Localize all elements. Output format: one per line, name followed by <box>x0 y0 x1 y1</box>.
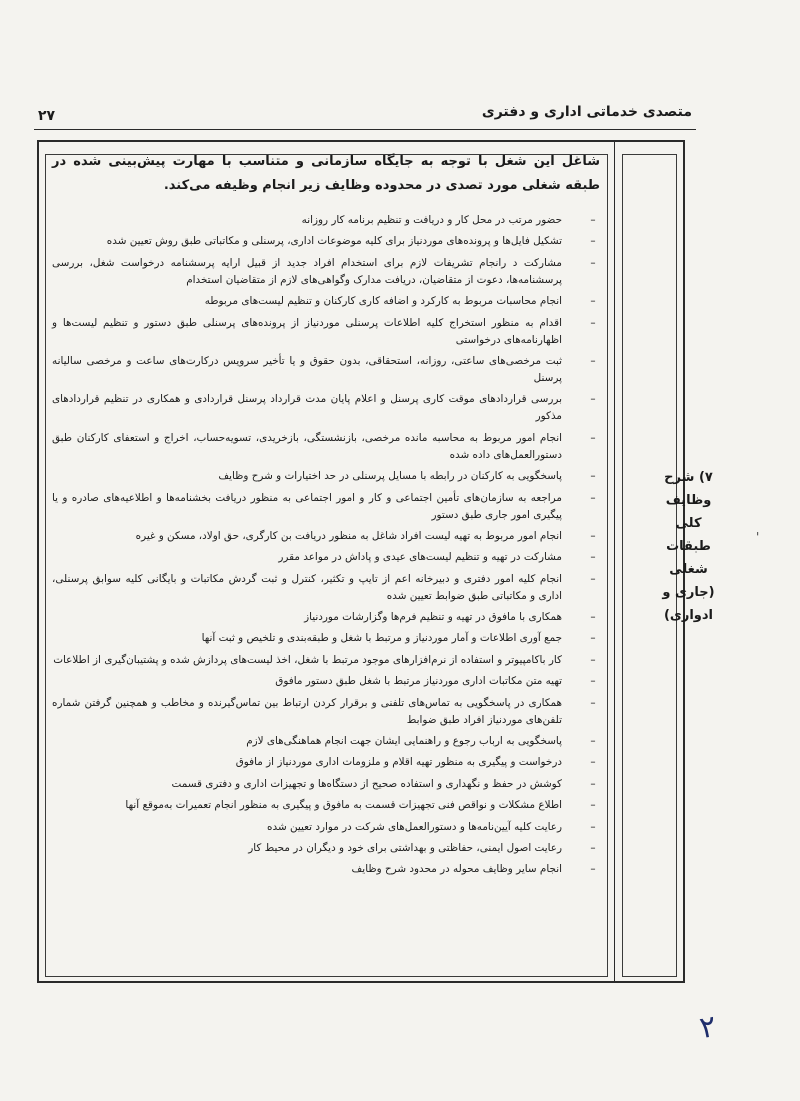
duty-text: همکاری در پاسخگویی به تماس‌های تلفنی و برقرار کردن ارتباط بین تماس‌گیرنده و مخاطب و همچنین گرفتن شماره تلفن‌های موردنیاز افراد طبق ضوابط <box>52 696 562 726</box>
dash-bullet: – <box>590 756 596 769</box>
duty-text: مراجعه به سازمان‌های تأمین اجتماعی و کار و امور اجتماعی به منظور دریافت بخشنامه‌ها و اطلاعیه‌های صادره و یا پیگیری امور جاری طبق دستور <box>52 491 562 521</box>
duty-text: تهیه متن مکاتبات اداری موردنیاز مرتبط با شغل طبق دستور مافوق <box>275 675 562 688</box>
duty-item <box>52 468 600 485</box>
section-label-line: کلی <box>675 516 702 531</box>
duty-item <box>52 861 600 878</box>
duties-list <box>52 212 600 878</box>
duty-text: جمع آوری اطلاعات و آمار موردنیاز و مرتبط با شغل و طبقه‌بندی و تلخیص و ثبت آنها <box>201 632 562 645</box>
duty-item <box>52 630 600 647</box>
duty-text: مشارکت در تهیه و تنظیم لیست‌های عیدی و پاداش در مواعد مقرر <box>278 551 562 564</box>
duty-text: انجام محاسبات مربوط به کارکرد و اضافه کاری کارکنان و تنظیم لیست‌های مربوطه <box>204 295 562 308</box>
dash-bullet: – <box>590 777 596 790</box>
duty-text: تشکیل فایل‌ها و پرونده‌های موردنیاز برای کلیه موضوعات اداری، پرسنلی و مکاتباتی طبق روش تعیین شده <box>106 235 562 248</box>
duty-item <box>52 819 600 836</box>
dash-bullet: – <box>590 529 596 542</box>
duty-item <box>52 695 600 729</box>
dash-bullet: – <box>590 572 596 585</box>
section-label <box>583 466 794 627</box>
duty-item <box>52 212 600 229</box>
header-rule <box>34 129 696 130</box>
section-label-line: ادواری) <box>663 608 713 623</box>
duty-text: پاسخگویی به کارکنان در رابطه با مسایل پرسنلی در حد اختیارات و شرح وظایف <box>218 470 562 483</box>
duty-text: انجام سایر وظایف محوله در محدود شرح وظایف <box>351 863 562 876</box>
dash-bullet: – <box>590 632 596 645</box>
dash-bullet: – <box>590 316 596 329</box>
duty-text: انجام امور مربوط به تهیه لیست افراد شاغل به منظور دریافت بن کارگری، حق اولاد، مسکن و غیره <box>135 529 562 542</box>
duty-item <box>52 609 600 626</box>
dash-bullet: – <box>590 799 596 812</box>
duty-text: بررسی قراردادهای موقت کاری پرسنل و اعلام پایان مدت قرارداد پرسنل قراردادی و همکاری در تنظیم قراردادهای مذکور <box>52 393 562 423</box>
dash-bullet: – <box>590 820 596 833</box>
dash-bullet: – <box>590 491 596 504</box>
duty-item <box>52 797 600 814</box>
dash-bullet: – <box>590 354 596 367</box>
dash-bullet: – <box>590 470 596 483</box>
page-number: ۲۷ <box>38 108 56 124</box>
dash-bullet: – <box>590 431 596 444</box>
duty-item <box>52 293 600 310</box>
duty-text: درخواست و پیگیری به منظور تهیه اقلام و ملزومات اداری موردنیاز از مافوق <box>235 756 562 769</box>
duty-text: رعایت کلیه آیین‌نامه‌ها و دستورالعمل‌های شرکت در موارد تعیین شده <box>267 820 562 833</box>
section-label-line: وظایف <box>665 493 712 508</box>
intro-paragraph: شاغل این شغل با توجه به جایگاه سازمانی و متناسب با مهارت پیش‌بینی شده در طبقه شغلی مورد تصدی در محدوده وظایف زیر انجام وظیفه می‌کند. <box>52 154 600 193</box>
duty-item <box>52 315 600 349</box>
dash-bullet: – <box>590 863 596 876</box>
dash-bullet: – <box>590 841 596 854</box>
dash-bullet: – <box>590 235 596 248</box>
dash-bullet: – <box>590 653 596 666</box>
duty-text: اقدام به منظور استخراج کلیه اطلاعات پرسنلی موردنیاز از پرونده‌های پرسنلی طبق دستور و تنظیم لیست‌ها و اظهارنامه‌های درخواستی <box>52 316 562 346</box>
dash-bullet: – <box>590 675 596 688</box>
duties-content <box>52 150 600 883</box>
duty-item <box>52 430 600 464</box>
section-label-line: (جاری و <box>662 585 715 600</box>
duty-item <box>52 233 600 250</box>
duty-text: کار باکامپیوتر و استفاده از نرم‌افزارهای موجود مرتبط با شغل، اخذ لیست‌های پردازش شده و پشتیبان‌گیری از اطلاعات <box>53 653 562 666</box>
duty-item <box>52 549 600 566</box>
duty-text: کوشش در حفظ و نگهداری و استفاده صحیح از دستگاه‌ها و تجهیزات اداری و دفتری قسمت <box>171 777 562 790</box>
duty-item <box>52 353 600 387</box>
duty-item <box>52 255 600 289</box>
duty-text: انجام امور مربوط به محاسبه مانده مرخصی، بازنشستگی، بازخریدی، تسویه‌حساب، اخراج و استعفای کارکنان طبق دستورالعمل‌های داده شده <box>52 431 562 461</box>
dash-bullet: – <box>590 393 596 406</box>
duty-item <box>52 528 600 545</box>
duty-text: حضور مرتب در محل کار و دریافت و تنظیم برنامه کار روزانه <box>301 214 562 226</box>
section-label-line: طبقات <box>666 539 711 554</box>
dash-bullet: – <box>590 696 596 709</box>
header-title: متصدی خدماتی اداری و دفتری <box>481 104 692 120</box>
duty-text: رعایت اصول ایمنی، حفاظتی و بهداشتی برای خود و دیگران در محیط کار <box>248 841 562 854</box>
duty-item <box>52 840 600 857</box>
dash-bullet: – <box>590 611 596 624</box>
dash-bullet: – <box>590 551 596 564</box>
duty-item <box>52 490 600 524</box>
section-label-line: شغلی <box>669 562 708 577</box>
duty-text: انجام کلیه امور دفتری و دبیرخانه اعم از تایپ و تکثیر، کنترل و ثبت گردش مکاتبات و بایگانی کلیه سوابق پرسنلی، اداری و مکاتباتی طبق ضوابط تعیین شده <box>52 572 562 602</box>
duty-text: مشارکت د رانجام تشریفات لازم برای استخدام افراد جدید از قبیل ارایه پرسشنامه درخواست شغل، بررسی پرسشنامه‌ها، دعوت از متقاضیان، دریافت مدارک وگواهی‌های لازم از متقاضیان استخدام <box>52 256 562 286</box>
duty-item <box>52 571 600 605</box>
section-label-line: ۷) شرح <box>664 470 713 485</box>
dash-bullet: – <box>590 256 596 269</box>
dash-bullet: – <box>590 214 596 226</box>
handwritten-mark: ۲ <box>697 1008 720 1047</box>
duty-text: ثبت مرخصی‌های ساعتی، روزانه، استحقاقی، بدون حقوق و یا تأخیر سرویس درکارت‌های ساعت و مرخصی سالیانه پرسنل <box>52 354 562 384</box>
margin-tick: ' <box>756 530 760 544</box>
duty-item <box>52 391 600 425</box>
duty-item <box>52 733 600 750</box>
duty-text: اطلاع مشکلات و نواقص فنی تجهیزات قسمت به مافوق و پیگیری به منظور انجام تعمیرات به‌موقع آنها <box>125 799 562 812</box>
dash-bullet: – <box>590 295 596 308</box>
duty-text: پاسخگویی به ارباب رجوع و راهنمایی ایشان جهت انجام هماهنگی‌های لازم <box>246 735 562 748</box>
duty-item <box>52 754 600 771</box>
duty-item <box>52 673 600 690</box>
duty-item <box>52 776 600 793</box>
duty-text: همکاری با مافوق در تهیه و تنظیم فرم‌ها وگزارشات موردنیاز <box>304 611 562 624</box>
dash-bullet: – <box>590 735 596 748</box>
duty-item <box>52 652 600 669</box>
